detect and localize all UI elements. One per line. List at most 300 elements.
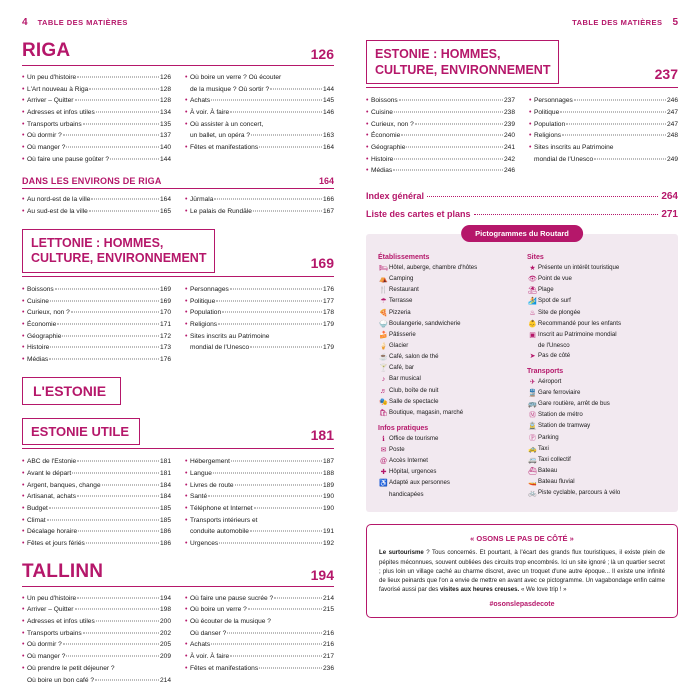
toc-entry[interactable] xyxy=(185,651,334,663)
toc-entry[interactable] xyxy=(22,95,171,107)
bullet-icon: • xyxy=(366,95,368,106)
picto-label: Point de vue xyxy=(538,275,666,284)
entry-page: 144 xyxy=(323,85,334,96)
entry-label: Téléphone et Internet xyxy=(190,504,253,515)
environs-title-row xyxy=(22,176,334,189)
leader-dots xyxy=(254,508,322,509)
entry-label: Médias xyxy=(27,355,48,366)
leader-dots xyxy=(213,473,322,474)
entry-label: Où boire un bon café ? xyxy=(27,676,94,686)
lettonie-page: 169 xyxy=(311,255,334,273)
picto-item xyxy=(527,445,666,455)
toc-entry[interactable] xyxy=(22,72,171,84)
bullet-icon: • xyxy=(185,95,187,106)
pictograms-columns xyxy=(378,254,666,501)
toc-entry[interactable] xyxy=(366,165,515,177)
toc-entry[interactable] xyxy=(185,284,334,296)
section-lettonie-hce xyxy=(22,229,334,366)
picto-item xyxy=(527,331,666,341)
riga-title: RIGA xyxy=(22,40,70,62)
taxi-icon: 🚕 xyxy=(527,445,538,455)
picto-label: Recommandé pour les enfants xyxy=(538,320,666,329)
picto-item xyxy=(527,478,666,488)
shop-icon: 🛍 xyxy=(378,409,389,419)
entry-page: 179 xyxy=(323,320,334,331)
picto-item xyxy=(378,275,517,285)
picto-label: Site de plongée xyxy=(538,309,666,318)
picto-label: Gare ferroviaire xyxy=(538,389,666,398)
entry-page: 242 xyxy=(504,155,515,166)
picto-item xyxy=(527,411,666,421)
toc-entry[interactable] xyxy=(185,119,334,131)
toc-entry[interactable] xyxy=(185,515,334,527)
leader-dots xyxy=(50,347,159,348)
entry-page: 186 xyxy=(160,539,171,550)
toc-entry[interactable] xyxy=(366,130,515,142)
toc-entry[interactable] xyxy=(22,319,171,331)
leader-dots xyxy=(401,135,503,136)
leader-dots xyxy=(227,632,322,633)
entry-page: 216 xyxy=(323,629,334,640)
entry-label: Jūrmala xyxy=(190,195,213,206)
leader-dots xyxy=(96,621,159,622)
entry-page: 173 xyxy=(160,343,171,354)
bullet-icon: • xyxy=(22,616,24,627)
toc-entry[interactable] xyxy=(22,604,171,616)
entry-label: Arriver – Quitter xyxy=(27,605,74,616)
estonie-hce-col-1 xyxy=(366,95,515,177)
toc-entry[interactable] xyxy=(529,95,678,107)
entry-label: Où prendre le petit déjeuner ? xyxy=(27,664,115,675)
toc-entry[interactable] xyxy=(185,616,334,628)
bullet-icon: • xyxy=(22,456,24,467)
toc-entry[interactable] xyxy=(22,284,171,296)
running-head-title-left: TABLE DES MATIÈRES xyxy=(38,18,128,27)
entry-label: Décalage horaire xyxy=(27,527,77,538)
toc-entry[interactable] xyxy=(22,593,171,605)
entry-label: Population xyxy=(190,308,221,319)
toc-entry[interactable] xyxy=(22,628,171,640)
terrace-icon: ☂ xyxy=(378,297,389,307)
leader-dots xyxy=(102,484,159,485)
entry-label: Géographie xyxy=(27,332,61,343)
toc-entry-cont[interactable] xyxy=(529,154,678,166)
left-page xyxy=(0,0,350,584)
bike-icon: 🚲 xyxy=(527,489,538,499)
bullet-icon: • xyxy=(22,84,24,95)
metro-icon: Ⓜ xyxy=(527,411,538,421)
bullet-icon: • xyxy=(22,307,24,318)
leader-dots xyxy=(77,496,159,497)
toc-entry[interactable] xyxy=(22,119,171,131)
bar-icon: 🍸 xyxy=(378,364,389,374)
estonie-utile-rule xyxy=(22,448,334,449)
entry-page: 144 xyxy=(160,155,171,166)
entry-label: Cuisine xyxy=(371,108,393,119)
bullet-icon: • xyxy=(185,194,187,205)
toc-entry[interactable] xyxy=(366,154,515,166)
bullet-icon: • xyxy=(366,165,368,176)
entry-page: 214 xyxy=(160,676,171,686)
pictograms-col-right xyxy=(527,254,666,501)
leader-dots xyxy=(218,323,322,324)
toc-entry[interactable] xyxy=(22,130,171,142)
bullet-icon: • xyxy=(529,95,531,106)
leader-dots xyxy=(55,288,159,289)
entry-page: 190 xyxy=(323,504,334,515)
picto-label: Plage xyxy=(538,286,666,295)
bullet-icon: • xyxy=(22,628,24,639)
entry-page: 186 xyxy=(160,527,171,538)
toc-entry[interactable] xyxy=(185,663,334,675)
picto-group-heading: Infos pratiques xyxy=(378,425,517,432)
toc-entry[interactable] xyxy=(22,456,171,468)
estonie-utile-title: ESTONIE UTILE xyxy=(31,424,129,440)
entry-page: 140 xyxy=(160,143,171,154)
entry-label: Politique xyxy=(534,108,559,119)
toc-entry[interactable] xyxy=(22,538,171,550)
toc-entry-cont[interactable] xyxy=(185,628,334,640)
toc-entry[interactable] xyxy=(185,107,334,119)
bullet-icon: • xyxy=(185,503,187,514)
bullet-icon: • xyxy=(185,515,187,526)
entry-label: Où boire un verre ? xyxy=(190,605,247,616)
picto-item xyxy=(378,387,517,397)
toc-entry[interactable] xyxy=(22,307,171,319)
bullet-icon: • xyxy=(185,142,187,153)
bullet-icon: • xyxy=(529,142,531,153)
bullet-icon: • xyxy=(22,319,24,330)
toc-entry[interactable] xyxy=(185,639,334,651)
toc-entry[interactable] xyxy=(22,616,171,628)
entry-page: 185 xyxy=(160,504,171,515)
estonie-title-box xyxy=(22,377,121,406)
lettonie-col-1 xyxy=(22,284,171,366)
toc-entry[interactable] xyxy=(529,119,678,131)
toc-entry[interactable] xyxy=(22,142,171,154)
toc-entry[interactable] xyxy=(185,206,334,218)
toc-entry[interactable] xyxy=(185,538,334,550)
toc-entry[interactable] xyxy=(529,130,678,142)
entry-page: 237 xyxy=(504,96,515,107)
estonie-utile-page: 181 xyxy=(311,427,334,445)
leader-dots xyxy=(594,158,666,159)
leader-dots xyxy=(47,519,159,520)
tourist-office-icon: ℹ xyxy=(378,435,389,445)
entry-label: Fêtes et manifestations xyxy=(190,664,258,675)
maps-list-link[interactable] xyxy=(366,209,678,220)
toc-entry[interactable] xyxy=(185,296,334,308)
entry-label: Adresses et infos utiles xyxy=(27,617,95,628)
toc-entry[interactable] xyxy=(529,142,678,154)
section-tallinn xyxy=(22,561,334,686)
leader-dots xyxy=(211,644,322,645)
picto-label: Poste xyxy=(389,446,517,455)
section-estonie-utile xyxy=(22,418,334,550)
folio-left: 4 xyxy=(22,17,28,28)
environs-entries xyxy=(22,194,334,217)
lettonie-rule xyxy=(22,276,334,277)
entry-label: mondial de l'Unesco xyxy=(190,343,249,354)
toc-entry[interactable] xyxy=(366,95,515,107)
bullet-icon: • xyxy=(22,491,24,502)
entry-page: 176 xyxy=(160,355,171,366)
entry-label: Où manger ? xyxy=(27,143,65,154)
picto-label: Piste cyclable, parcours à vélo xyxy=(538,489,666,498)
bullet-icon: • xyxy=(185,616,187,627)
entry-label: Santé xyxy=(190,492,207,503)
toc-entry[interactable] xyxy=(22,480,171,492)
entry-page: 205 xyxy=(160,640,171,651)
toc-entry[interactable] xyxy=(185,331,334,343)
entry-label: Au nord-est de la ville xyxy=(27,195,90,206)
entry-label: Économie xyxy=(27,320,56,331)
entry-page: 189 xyxy=(323,481,334,492)
entry-label: mondial de l'Unesco xyxy=(534,155,593,166)
entry-page: 236 xyxy=(323,664,334,675)
bullet-icon: • xyxy=(22,593,24,604)
toc-entry[interactable] xyxy=(185,142,334,154)
toc-entry[interactable] xyxy=(185,194,334,206)
bullet-icon: • xyxy=(185,663,187,674)
leader-dots xyxy=(574,100,666,101)
environs-col-2 xyxy=(185,194,334,217)
toc-entry[interactable] xyxy=(22,331,171,343)
internet-icon: @ xyxy=(378,457,389,467)
toc-entry[interactable] xyxy=(22,296,171,308)
bus-icon: 🚌 xyxy=(527,400,538,410)
picto-label: Café, bar xyxy=(389,364,517,373)
entry-page: 187 xyxy=(323,457,334,468)
lettonie-title-row xyxy=(22,229,334,273)
leader-dots xyxy=(77,461,159,462)
leader-dots xyxy=(250,347,322,348)
entry-page: 179 xyxy=(323,343,334,354)
bullet-icon: • xyxy=(22,95,24,106)
bullet-icon: • xyxy=(22,468,24,479)
entry-label: Géographie xyxy=(371,143,405,154)
entry-label: Où faire une pause goûter ? xyxy=(27,155,109,166)
entry-page: 214 xyxy=(323,594,334,605)
picto-label: Boulangerie, sandwicherie xyxy=(389,320,517,329)
entry-label: Urgences xyxy=(190,539,218,550)
bullet-icon: • xyxy=(22,538,24,549)
leader-dots xyxy=(474,214,659,215)
estonie-utile-col-2 xyxy=(185,456,334,549)
entry-label: Au sud-est de la ville xyxy=(27,207,88,218)
entry-label: Où manger ? xyxy=(27,652,65,663)
surf-icon: 🏄 xyxy=(527,297,538,307)
leader-dots xyxy=(566,123,666,124)
entry-page: 134 xyxy=(160,108,171,119)
picto-label: Station de métro xyxy=(538,411,666,420)
toc-entry[interactable] xyxy=(185,491,334,503)
estonie-hce-rule xyxy=(366,87,678,88)
entry-label: Où écouter de la musique ? xyxy=(190,617,271,628)
bullet-icon: • xyxy=(366,119,368,130)
riga-col-2 xyxy=(185,72,334,165)
toc-entry[interactable] xyxy=(22,663,171,675)
toc-entry[interactable] xyxy=(22,491,171,503)
leader-dots xyxy=(75,100,159,101)
estonie-hce-title-row xyxy=(366,40,678,84)
index-general-link[interactable] xyxy=(366,191,678,202)
picto-label: Pizzeria xyxy=(389,309,517,318)
entry-label: Curieux, non ? xyxy=(371,120,414,131)
toc-entry-cont[interactable] xyxy=(185,526,334,538)
hotel-icon: 🛏 xyxy=(378,264,389,274)
bullet-icon: • xyxy=(185,468,187,479)
entry-page: 164 xyxy=(323,143,334,154)
toc-entry[interactable] xyxy=(366,142,515,154)
toc-entry-cont[interactable] xyxy=(185,84,334,96)
toc-entry[interactable] xyxy=(185,456,334,468)
bullet-icon: • xyxy=(185,206,187,217)
bullet-icon: • xyxy=(22,354,24,365)
leader-dots xyxy=(251,135,322,136)
entry-page: 146 xyxy=(323,108,334,119)
entry-page: 176 xyxy=(323,285,334,296)
picto-item xyxy=(378,398,517,408)
picto-item-cont xyxy=(527,342,666,351)
entry-label: Histoire xyxy=(371,155,393,166)
bullet-icon: • xyxy=(185,593,187,604)
toc-entry[interactable] xyxy=(22,526,171,538)
index-general-page: 264 xyxy=(661,191,678,202)
entry-label: Où dormir ? xyxy=(27,640,62,651)
beach-icon: ⛱ xyxy=(527,286,538,296)
toc-entry[interactable] xyxy=(185,95,334,107)
index-links xyxy=(366,191,678,220)
picto-item-cont xyxy=(378,491,517,500)
toc-entry[interactable] xyxy=(185,593,334,605)
leader-dots xyxy=(50,300,159,301)
toc-entry[interactable] xyxy=(22,515,171,527)
tallinn-title-row xyxy=(22,561,334,587)
leader-dots xyxy=(230,112,322,113)
entry-label: Fêtes et jours fériés xyxy=(27,539,85,550)
toc-entry[interactable] xyxy=(185,503,334,515)
entry-label: Sites inscrits au Patrimoine xyxy=(534,143,614,154)
toc-entry[interactable] xyxy=(366,119,515,131)
tram-icon: 🚊 xyxy=(527,422,538,432)
estonie-utile-title-row xyxy=(22,418,334,445)
picto-label: Salle de spectacle xyxy=(389,398,517,407)
picto-item xyxy=(527,422,666,432)
riga-title-row xyxy=(22,40,334,66)
train-icon: 🚆 xyxy=(527,389,538,399)
picto-label: Café, salon de thé xyxy=(389,353,517,362)
leader-dots xyxy=(394,111,503,112)
toc-entry-cont[interactable] xyxy=(185,342,334,354)
picto-item xyxy=(378,435,517,445)
toc-entry[interactable] xyxy=(185,72,334,84)
bullet-icon: • xyxy=(529,130,531,141)
estonie-hce-title-line2: CULTURE, ENVIRONNEMENT xyxy=(375,63,550,79)
leader-dots xyxy=(66,656,159,657)
toc-entry[interactable] xyxy=(22,206,171,218)
leader-dots xyxy=(230,656,322,657)
shared-taxi-icon: 🚐 xyxy=(527,456,538,466)
bullet-icon: • xyxy=(185,307,187,318)
toc-entry[interactable] xyxy=(22,154,171,166)
toc-entry[interactable] xyxy=(185,468,334,480)
entry-label: Sites inscrits au Patrimoine xyxy=(190,332,270,343)
cafe-icon: ☕ xyxy=(378,353,389,363)
entry-page: 240 xyxy=(504,131,515,142)
toc-entry[interactable] xyxy=(22,503,171,515)
entry-page: 209 xyxy=(160,652,171,663)
picto-label: Boutique, magasin, marché xyxy=(389,409,517,418)
picto-label: Bateau fluvial xyxy=(538,478,666,487)
picto-item xyxy=(378,479,517,489)
toc-entry[interactable] xyxy=(185,307,334,319)
leader-dots xyxy=(86,543,159,544)
leader-dots xyxy=(270,88,322,89)
entry-label: conduite automobile xyxy=(190,527,249,538)
toc-entry[interactable] xyxy=(22,342,171,354)
entry-label: Adresses et infos utiles xyxy=(27,108,95,119)
bullet-icon: • xyxy=(22,206,24,217)
leader-dots xyxy=(83,632,159,633)
pizzeria-icon: 🍕 xyxy=(378,309,389,319)
picto-label: Inscrit au Patrimoine mondial xyxy=(538,331,666,340)
picto-item xyxy=(378,264,517,274)
kids-icon: 👶 xyxy=(527,320,538,330)
toc-entry[interactable] xyxy=(22,107,171,119)
toc-entry[interactable] xyxy=(22,84,171,96)
toc-entry[interactable] xyxy=(185,319,334,331)
picto-item xyxy=(378,309,517,319)
entry-label: Avant le départ xyxy=(27,469,71,480)
leader-dots xyxy=(49,508,159,509)
leader-dots xyxy=(77,597,159,598)
promo-hashtag: #osonslepasdecote xyxy=(379,601,665,608)
toc-entry[interactable] xyxy=(22,194,171,206)
bullet-icon: • xyxy=(185,538,187,549)
toc-entry[interactable] xyxy=(529,107,678,119)
bullet-icon: • xyxy=(22,130,24,141)
toc-entry[interactable] xyxy=(22,468,171,480)
picto-item xyxy=(527,400,666,410)
estonie-title: L'ESTONIE xyxy=(33,383,106,401)
unesco-icon: ▣ xyxy=(527,331,538,341)
toc-entry-cont[interactable] xyxy=(22,675,171,686)
toc-entry-cont[interactable] xyxy=(185,130,334,142)
entry-label: Où danser ? xyxy=(190,629,226,640)
toc-entry[interactable] xyxy=(185,604,334,616)
leader-dots xyxy=(83,123,159,124)
entry-page: 194 xyxy=(160,594,171,605)
toc-entry[interactable] xyxy=(22,639,171,651)
bullet-icon: • xyxy=(185,296,187,307)
toc-entry[interactable] xyxy=(22,354,171,366)
entry-page: 246 xyxy=(504,166,515,177)
picto-label: Adapté aux personnes xyxy=(389,479,517,488)
picto-label: Taxi collectif xyxy=(538,456,666,465)
estonie-hce-page: 237 xyxy=(655,66,678,84)
entry-page: 163 xyxy=(323,131,334,142)
picto-item xyxy=(378,320,517,330)
picto-label: Pâtisserie xyxy=(389,331,517,340)
entry-page: 181 xyxy=(160,469,171,480)
leader-dots xyxy=(274,597,322,598)
environs-page: 164 xyxy=(319,176,334,186)
toc-entry[interactable] xyxy=(22,651,171,663)
toc-entry[interactable] xyxy=(185,480,334,492)
entry-label: Artisanat, achats xyxy=(27,492,76,503)
toc-entry[interactable] xyxy=(366,107,515,119)
